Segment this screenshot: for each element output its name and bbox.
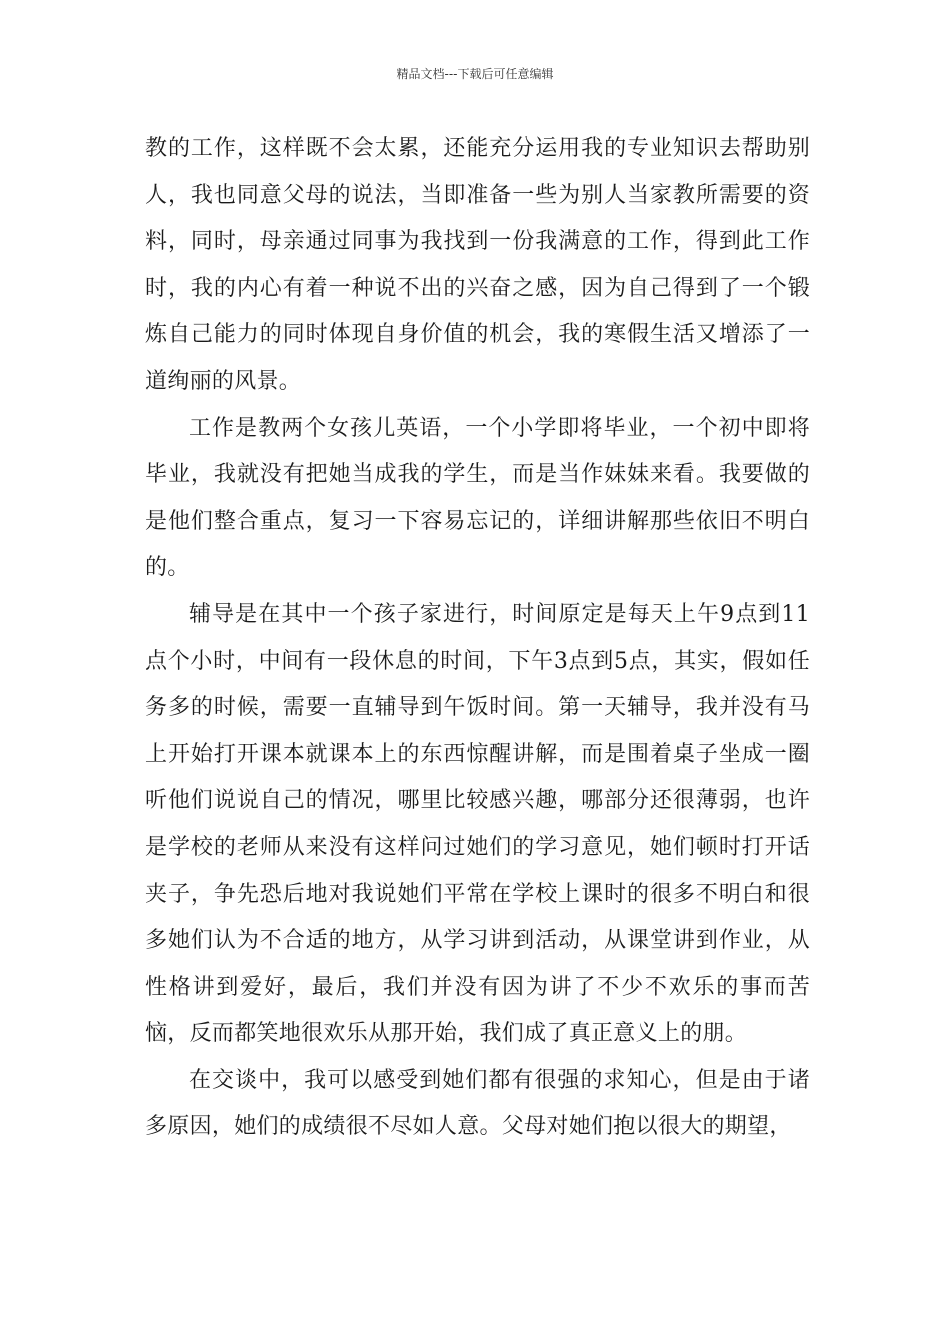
paragraph: 在交谈中，我可以感受到她们都有很强的求知心，但是由于诸多原因，她们的成绩很不尽如人意。父母对她们抱以很大的期望， (145, 1067, 810, 1140)
paragraph: 工作是教两个女孩儿英语，一个小学即将毕业，一个初中即将毕业，我就没有把她当成我的学生，而是当作妹妹来看。我要做的是他们整合重点，复习一下容易忘记的，详细讲解那些依旧不明白的。 (145, 415, 810, 581)
paragraph-continued: 教的工作，这样既不会太累，还能充分运用我的专业知识去帮助别人，我也同意父母的说法，当即准备一些为别人当家教所需要的资料，同时，母亲通过同事为我找到一份我满意的工作，得到此工作时，我的内心有着一种说不出的兴奋之感，因为自己得到了一个锻炼自己能力的同时体现自身价值的机会，我的寒假生活又增添了一道绚丽的风景。 (145, 136, 810, 394)
document-body (145, 126, 810, 1151)
paragraph: 辅导是在其中一个孩子家进行，时间原定是每天上午9点到11点个小时，中间有一段休息的时间，下午3点到5点，其实，假如任务多的时候，需要一直辅导到午饭时间。第一天辅导，我并没有马上开始打开课本就课本上的东西惊醒讲解，而是围着桌子坐成一圈听他们说说自己的情况，哪里比较感兴趣，哪部分还很薄弱，也许是学校的老师从来没有这样问过她们的学习意见，她们顿时打开话夹子，争先恐后地对我说她们平常在学校上课时的很多不明白和很多她们认为不合适的地方，从学习讲到活动，从课堂讲到作业，从性格讲到爱好，最后，我们并没有因为讲了不少不欢乐的事而苦恼，反而都笑地很欢乐从那开始，我们成了真正意义上的朋。 (145, 601, 810, 1047)
page-header: 精品文档---下载后可任意编辑 (396, 67, 554, 81)
